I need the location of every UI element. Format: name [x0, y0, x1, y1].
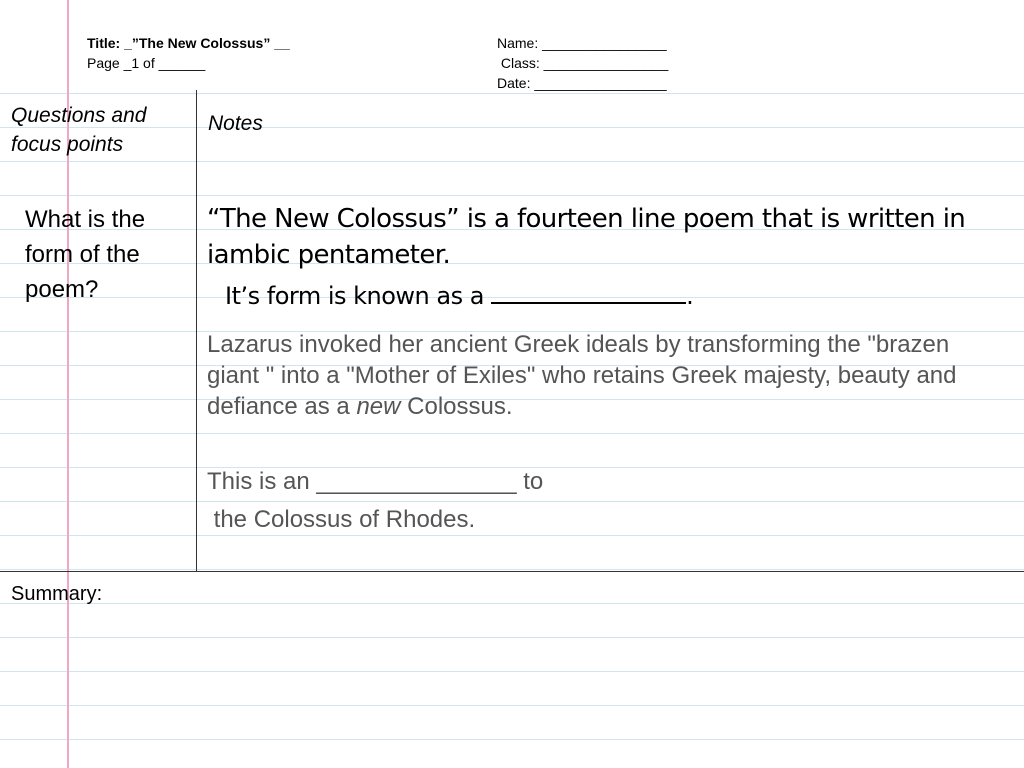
form-suffix: . — [686, 282, 694, 310]
ruled-line — [0, 739, 1024, 740]
question-text: What is the form of the poem? — [25, 206, 146, 303]
ruled-line — [0, 603, 1024, 604]
name-field: Name: ________________ — [497, 35, 667, 51]
ruled-line — [0, 501, 1024, 502]
poem-intro-note: “The New Colossus” is a fourteen line poem that is written in iambic pentameter. — [207, 204, 966, 270]
ruled-line — [0, 161, 1024, 162]
lazarus-text-start: Lazarus invoked her ancient Greek ideals by transforming the "brazen giant " into a "Mother of Exiles" who retains Greek majesty, beauty and defiance as a — [207, 331, 957, 420]
ruled-line — [0, 705, 1024, 706]
form-blank — [491, 282, 686, 304]
form-note — [225, 280, 693, 312]
ruled-line — [0, 93, 1024, 94]
title-field: Title: _”The New Colossus” __ — [87, 35, 290, 51]
date-field: Date: _________________ — [497, 75, 667, 91]
ruled-line — [0, 433, 1024, 434]
summary-label: Summary: — [11, 583, 103, 605]
allusion-line-2: the Colossus of Rhodes. — [207, 506, 476, 533]
lazarus-italic-word: new — [356, 393, 401, 420]
summary-divider — [0, 571, 1024, 572]
notes-heading: Notes — [208, 112, 263, 135]
questions-heading: Questions and focus points — [11, 104, 147, 156]
class-field: Class: ________________ — [497, 55, 669, 71]
lazarus-text-end: Colossus. — [400, 393, 513, 420]
lazarus-note — [207, 329, 1007, 422]
form-prefix: It’s form is known as a — [225, 282, 492, 310]
ruled-line — [0, 535, 1024, 536]
ruled-line — [0, 569, 1024, 570]
column-divider — [196, 90, 197, 571]
ruled-line — [0, 195, 1024, 196]
ruled-line — [0, 637, 1024, 638]
page-field: Page _1 of ______ — [87, 55, 206, 71]
ruled-line — [0, 671, 1024, 672]
allusion-line-1: This is an _______________ to — [207, 468, 544, 495]
